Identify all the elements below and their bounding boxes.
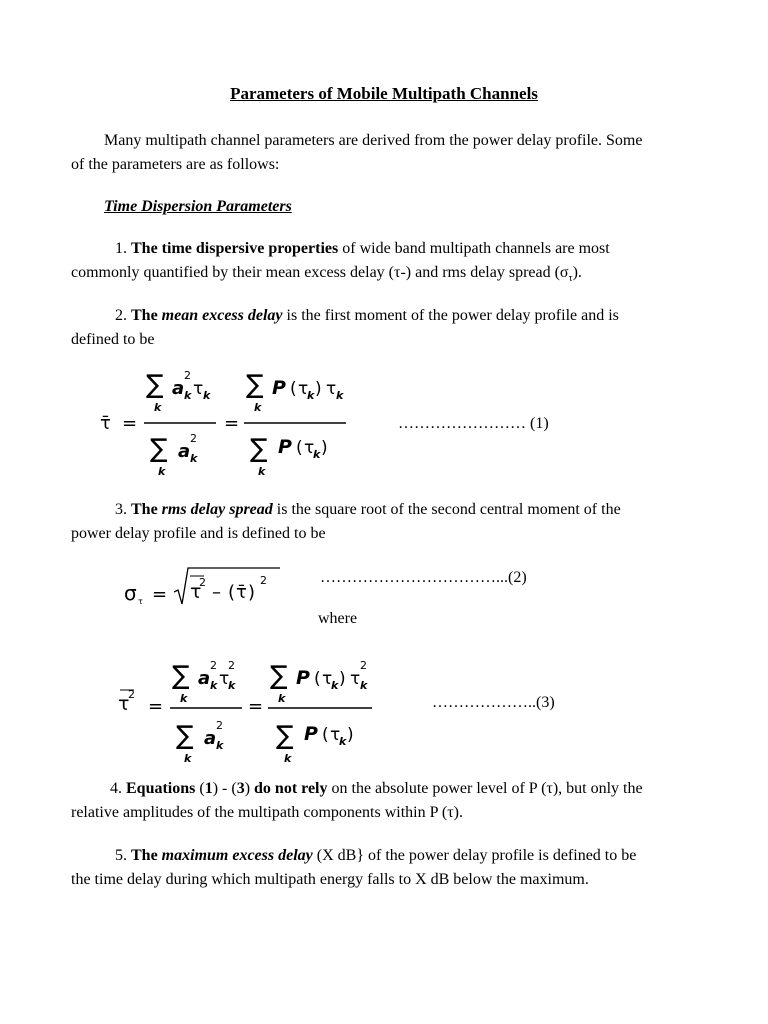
eq3-sum: ∑ xyxy=(270,661,288,691)
eq3-k: k xyxy=(360,679,368,692)
paragraph-text: (X dB} of the power delay profile is defined to be xyxy=(312,847,637,864)
bold-term: The xyxy=(131,847,162,864)
intro-line-1: Many multipath channel parameters are derived from the power delay profile. Some xyxy=(104,132,643,149)
bold-term: The xyxy=(131,307,162,324)
eq1-sum: ∑ xyxy=(250,434,268,464)
eq1-lhs: τ̄ xyxy=(100,413,111,434)
paragraph-text: is the first moment of the power delay profile and is xyxy=(282,307,619,324)
paragraph-4-line-2: relative amplitudes of the multipath components within P (τ). xyxy=(71,804,463,821)
paragraph-5-line-2: the time delay during which multipath energy falls to X dB below the maximum. xyxy=(71,871,589,888)
eq1-k: k xyxy=(190,452,198,465)
paragraph-3-line-2: power delay profile and is defined to be xyxy=(71,525,326,542)
eq2-two: 2 xyxy=(199,576,206,589)
eq1-tau: τ xyxy=(298,379,309,399)
eq1-P: P xyxy=(278,436,292,458)
eq1-tau: τ xyxy=(193,379,204,399)
paragraph-1-line-1 xyxy=(115,239,610,259)
paragraph-text: ) - ( xyxy=(212,780,237,797)
intro-line-2: of the parameters are as follows: xyxy=(71,156,280,173)
eq1-equals: = xyxy=(224,413,240,434)
eq3-tau: τ xyxy=(350,669,361,689)
eq1-P: P xyxy=(272,377,286,399)
eq3-k: k xyxy=(184,752,192,765)
eq2-equals: = xyxy=(152,584,168,605)
eq3-tau: τ xyxy=(322,669,333,689)
eq1-close: ) xyxy=(315,379,322,399)
eq3-sum: ∑ xyxy=(172,661,190,691)
eq1-k: k xyxy=(313,448,321,461)
paragraph-number: 5. xyxy=(115,847,131,864)
paragraph-2-line-2: defined to be xyxy=(71,331,155,348)
subscript: τ xyxy=(568,273,573,285)
paragraph-number: 3. xyxy=(115,501,131,518)
bold-term: The time dispersive properties xyxy=(131,240,339,257)
eq3-two: 2 xyxy=(216,719,223,732)
eq2-tau: τ xyxy=(190,581,202,603)
bold-term: do not rely xyxy=(254,780,328,797)
eq1-k: k xyxy=(336,389,344,402)
eq1-close: ) xyxy=(321,438,328,458)
eq3-sum: ∑ xyxy=(176,721,194,751)
eq3-equals: = xyxy=(148,696,164,717)
paragraph-text: of wide band multipath channels are most xyxy=(338,240,610,257)
eq3-k: k xyxy=(278,692,286,705)
paragraph-text: commonly quantified by their mean excess delay (τ-) and rms delay spread (σ xyxy=(71,264,569,281)
eq1-k: k xyxy=(203,389,211,402)
eq1-equals: = xyxy=(122,413,138,434)
paragraph-text: ). xyxy=(572,264,582,281)
eq1-two: 2 xyxy=(184,369,191,382)
eq1-k: k xyxy=(184,389,192,402)
eq3-k: k xyxy=(216,739,224,752)
eq3-k: k xyxy=(339,735,347,748)
eq1-two: 2 xyxy=(190,432,197,445)
eq3-close: ) xyxy=(339,669,346,689)
bold-term: 3 xyxy=(236,780,245,797)
eq3-a: a xyxy=(198,668,211,689)
eq2-sigma: σ xyxy=(124,581,137,605)
eq2-subscript: τ xyxy=(138,597,143,606)
eq3-lhs: τ xyxy=(118,693,130,715)
eq3-k: k xyxy=(284,752,292,765)
eq3-two: 2 xyxy=(228,659,235,672)
bold-term: The xyxy=(131,501,162,518)
eq2-minus: – xyxy=(212,582,221,603)
paragraph-text: is the square root of the second central moment of the xyxy=(272,501,621,518)
eq1-sum: ∑ xyxy=(246,370,264,400)
eq1-tau: τ xyxy=(304,438,315,458)
eq3-sum: ∑ xyxy=(276,721,294,751)
eq3-tau: τ xyxy=(330,725,341,745)
eq3-P: P xyxy=(304,723,318,745)
eq3-tau: τ xyxy=(219,669,230,689)
where-label: where xyxy=(318,610,358,627)
bold-term: 1 xyxy=(204,780,213,797)
bold-italic-term: maximum excess delay xyxy=(161,847,313,864)
equation-3 xyxy=(118,652,388,767)
eq3-close: ) xyxy=(347,725,354,745)
eq1-tau: τ xyxy=(326,379,337,399)
eq3-two: 2 xyxy=(360,659,367,672)
eq3-P: P xyxy=(296,667,310,689)
equation-2 xyxy=(124,562,294,612)
eq2-close: ) xyxy=(248,582,256,603)
eq1-k: k xyxy=(258,465,266,478)
eq1-open: ( xyxy=(296,438,303,458)
eq3-k: k xyxy=(331,679,339,692)
eq1-open: ( xyxy=(290,379,297,399)
eq1-k: k xyxy=(254,401,262,414)
bold-italic-term: rms delay spread xyxy=(161,501,273,518)
bold-term: Equations xyxy=(126,780,196,797)
paragraph-1-line-2 xyxy=(71,263,582,289)
eq1-k: k xyxy=(307,389,315,402)
eq1-sum: ∑ xyxy=(150,434,168,464)
eq3-k: k xyxy=(180,692,188,705)
eq2-tbar: τ̄ xyxy=(236,582,247,603)
paragraph-text: on the absolute power level of P (τ), but only the xyxy=(327,780,643,797)
paragraph-4-line-1 xyxy=(110,779,643,799)
paragraph-2-line-1 xyxy=(115,306,619,326)
page-title: Parameters of Mobile Multipath Channels xyxy=(230,84,538,103)
eq3-open: ( xyxy=(322,725,329,745)
eq3-two: 2 xyxy=(128,688,135,701)
equation-3-number: ………………..(3) xyxy=(432,694,555,711)
bold-italic-term: mean excess delay xyxy=(161,307,283,324)
equation-2-number: ……………………………...(2) xyxy=(320,569,527,586)
eq3-a: a xyxy=(204,728,217,749)
paragraph-number: 2. xyxy=(115,307,131,324)
paragraph-number: 1. xyxy=(115,240,131,257)
eq2-open: ( xyxy=(228,582,236,603)
eq1-k: k xyxy=(154,401,162,414)
section-heading: Time Dispersion Parameters xyxy=(104,198,292,215)
eq1-a: a xyxy=(178,441,191,462)
paragraph-text: ) xyxy=(244,780,255,797)
eq3-equals: = xyxy=(248,696,264,717)
eq1-sum: ∑ xyxy=(146,370,164,400)
eq3-two: 2 xyxy=(210,659,217,672)
equation-1 xyxy=(100,365,380,480)
eq2-two: 2 xyxy=(260,574,267,587)
eq3-open: ( xyxy=(314,669,321,689)
paragraph-5-line-1 xyxy=(115,846,636,866)
eq1-a: a xyxy=(172,378,185,399)
paragraph-number: 4. xyxy=(110,780,126,797)
eq3-k: k xyxy=(210,679,218,692)
paragraph-3-line-1 xyxy=(115,500,621,520)
eq3-k: k xyxy=(228,679,236,692)
equation-1-number: …………………… (1) xyxy=(398,415,549,432)
eq1-k: k xyxy=(158,465,166,478)
paragraph-text: ( xyxy=(195,780,205,797)
